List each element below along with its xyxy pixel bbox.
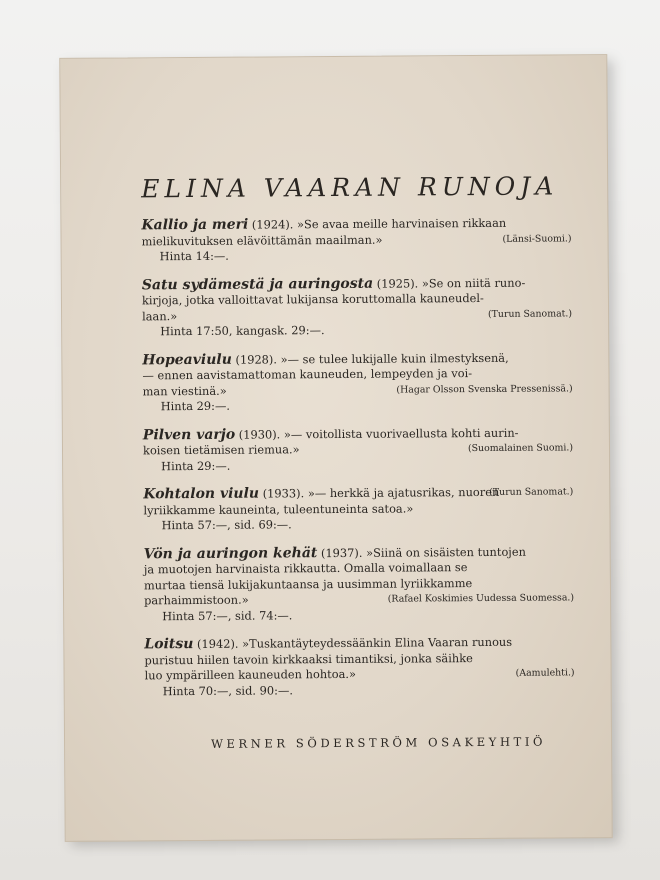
book-price: Hinta 29:—. xyxy=(161,458,231,473)
book-entry xyxy=(144,544,575,625)
review-line: »Siinä on sisäisten tuntojen xyxy=(366,544,526,560)
review-line: »— voitollista vuorivaellusta kohti aurin- xyxy=(283,425,519,441)
review-line: ja muotojen harvinaista rikkautta. Omalla voimallaan se xyxy=(143,560,468,577)
book-title: Hopeaviulu xyxy=(142,351,232,368)
book-title: Kohtalon viulu xyxy=(143,485,260,503)
review-line: luo ympärilleen kauneuden hohtoa.» xyxy=(144,666,357,683)
book-entry xyxy=(141,215,571,265)
book-entry xyxy=(142,350,572,415)
book-price: Hinta 14:—. xyxy=(159,248,229,264)
book-title: Loitsu xyxy=(144,636,194,653)
book-year: (1924). xyxy=(251,217,294,232)
book-year: (1930). xyxy=(238,426,281,442)
book-price: Hinta 57:—, sid. 74:—. xyxy=(162,607,293,623)
book-entry xyxy=(143,484,573,534)
review-line: lyriikkamme kauneinta, tuleentuneinta satoa.» xyxy=(143,500,414,517)
review-line: kirjoja, jotka valloittavat lukijansa koruttomalla kauneudel- xyxy=(141,290,484,308)
book-year: (1937). xyxy=(320,545,363,560)
review-source: (Länsi-Suomi.) xyxy=(502,232,572,245)
book-entry xyxy=(143,425,573,475)
review-line: laan.» xyxy=(142,308,178,323)
review-line: mielikuvituksen elävöittämän maailman.» xyxy=(141,232,383,248)
review-line: »— se tulee lukijalle kuin ilmestyksenä, xyxy=(280,350,509,366)
book-title: Satu sydämestä ja auringosta xyxy=(141,275,374,293)
book-price: Hinta 57:—, sid. 69:—. xyxy=(161,517,292,533)
review-line: man viestinä.» xyxy=(142,383,227,398)
book-list xyxy=(141,215,574,712)
book-title: Vön ja auringon kehät xyxy=(143,544,318,562)
review-line: »Tuskantäyteydessäänkin Elina Vaaran runous xyxy=(242,634,513,651)
book-year: (1942). xyxy=(196,636,239,651)
review-source: (Suomalainen Suomi.) xyxy=(467,442,574,455)
book-entry xyxy=(144,634,574,699)
book-title: Kallio ja meri xyxy=(141,216,249,234)
book-year: (1933). xyxy=(262,486,305,501)
review-source: (Turun Sanomat.) xyxy=(489,486,574,498)
book-title: Pilven varjo xyxy=(142,426,236,443)
book-entry xyxy=(142,275,572,340)
review-line: koisen tietämisen riemua.» xyxy=(142,442,300,458)
review-line: »Se avaa meille harvinaisen rikkaan xyxy=(296,215,507,232)
review-line: »— herkkä ja ajatusrikas, nuoren xyxy=(307,484,500,501)
book-back-cover xyxy=(59,54,612,842)
book-price: Hinta 70:—, sid. 90:—. xyxy=(162,682,293,698)
review-source: (Turun Sanomat.) xyxy=(487,307,573,320)
review-source: (Hagar Olsson Svenska Pressenissä.) xyxy=(396,382,573,396)
page-title: ELINA VAARAN RUNOJA xyxy=(141,171,559,204)
review-source: (Aamulehti.) xyxy=(515,667,575,679)
review-source: (Rafael Koskimies Uudessa Suomessa.) xyxy=(387,592,575,605)
book-price: Hinta 29:—. xyxy=(160,398,231,414)
book-year: (1925). xyxy=(376,275,419,291)
review-line: »Se on niitä runo- xyxy=(421,275,526,290)
book-year: (1928). xyxy=(235,351,278,367)
publisher-name: WERNER SÖDERSTRÖM OSAKEYHTIÖ xyxy=(211,734,547,751)
review-line: puristuu hiilen tavoin kirkkaaksi timantiksi, jonka säihke xyxy=(144,650,473,667)
book-price: Hinta 17:50, kangask. 29:—. xyxy=(160,323,325,339)
review-line: murtaa tiensä lukijakuntaansa ja uusimman lyriikkamme xyxy=(143,575,473,592)
review-line: parhaimmistoon.» xyxy=(144,592,249,608)
review-line: — ennen aavistamattoman kauneuden, lempeyden ja voi- xyxy=(142,366,473,383)
